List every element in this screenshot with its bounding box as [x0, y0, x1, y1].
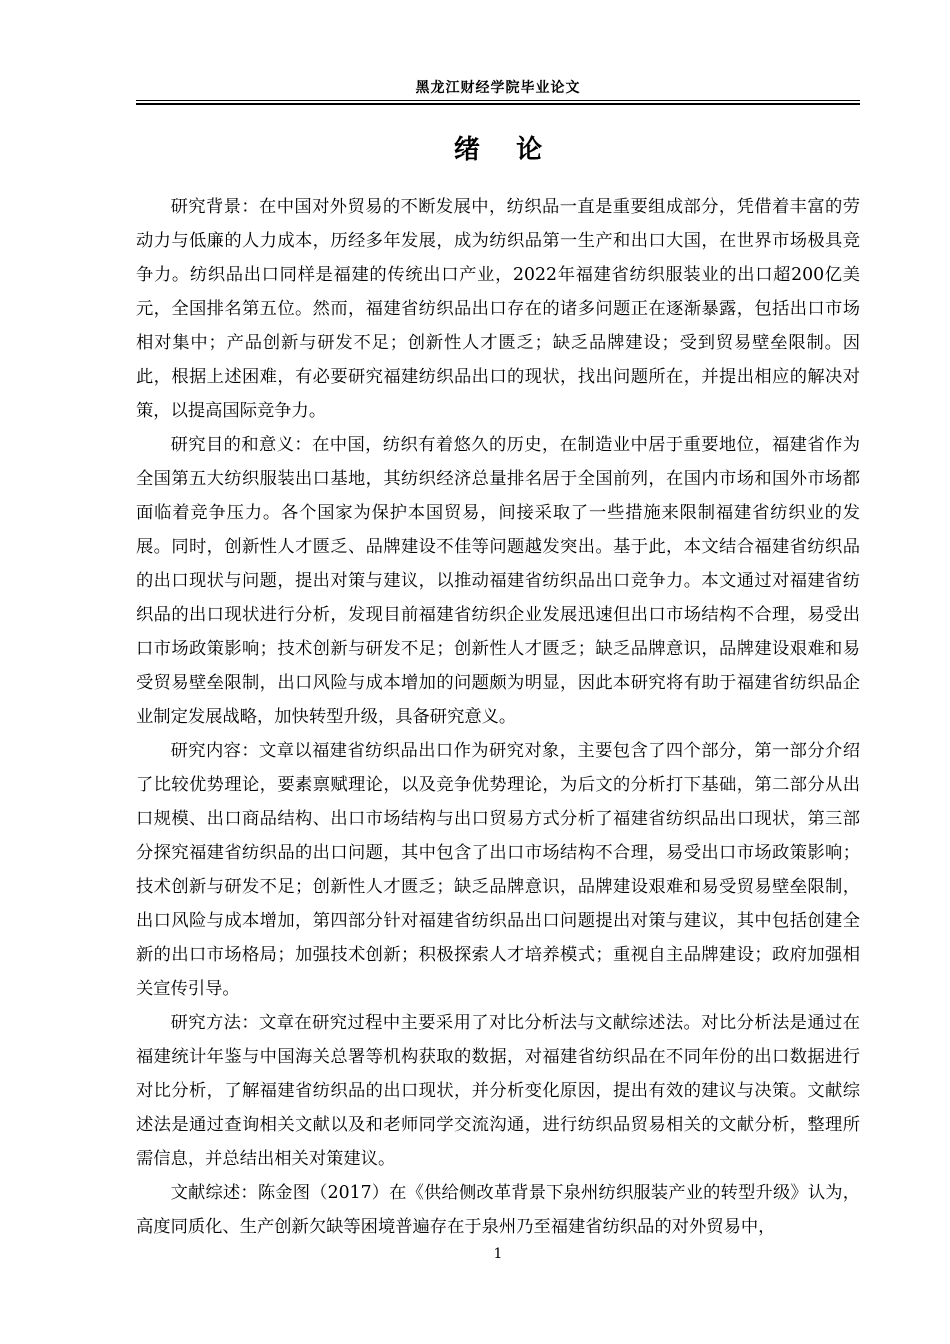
- paragraph-literature-review: 文献综述：陈金图（2017）在《供给侧改革背景下泉州纺织服装产业的转型升级》认为，高度同质化、生产创新欠缺等困境普遍存在于泉州乃至福建省纺织品的对外贸易中，: [136, 1183, 860, 1237]
- chapter-title: 绪 论: [453, 135, 543, 165]
- page-number: 1: [493, 1246, 503, 1262]
- running-header: 黑龙江财经学院毕业论文: [415, 80, 581, 96]
- paragraph-research-content: 研究内容：文章以福建省纺织品出口作为研究对象，主要包含了四个部分，第一部分介绍了比较优势理论，要素禀赋理论，以及竞争优势理论，为后文的分析打下基础，第二部分从出口规模、出口商品结构、出口市场结构与出口贸易方式分析了福建省纺织品出口现状，第三部分探究福建省纺织品的出口问题，其中包含了出口市场结构不合理，易受出口市场政策影响；技术创新与研发不足；创新性人才匮乏；缺乏品牌意识，品牌建设艰难和易受贸易壁垒限制，出口风险与成本增加，第四部分针对福建省纺织品出口问题提出对策与建议，其中包括创建全新的出口市场格局；加强技术创新；积极探索人才培养模式；重视自主品牌建设；政府加强相关宣传引导。: [136, 741, 860, 999]
- paragraph-research-method: 研究方法：文章在研究过程中主要采用了对比分析法与文献综述法。对比分析法是通过在福建统计年鉴与中国海关总署等机构获取的数据，对福建省纺织品在不同年份的出口数据进行对比分析，了解福建省纺织品的出口现状，并分析变化原因，提出有效的建议与决策。文献综述法是通过查询相关文献以及和老师同学交流沟通，进行纺织品贸易相关的文献分析，整理所需信息，并总结出相关对策建议。: [136, 1013, 860, 1169]
- header-rule-thick: [136, 103, 860, 105]
- paragraph-purpose-significance: 研究目的和意义：在中国，纺织有着悠久的历史，在制造业中居于重要地位，福建省作为全国第五大纺织服装出口基地，其纺织经济总量排名居于全国前列，在国内市场和国外市场都面临着竞争压力。各个国家为保护本国贸易，间接采取了一些措施来限制福建省纺织业的发展。同时，创新性人才匮乏、品牌建设不佳等问题越发突出。基于此，本文结合福建省纺织品的出口现状与问题，提出对策与建议，以推动福建省纺织品出口竞争力。本文通过对福建省纺织品的出口现状进行分析，发现目前福建省纺织企业发展迅速但出口市场结构不合理，易受出口市场政策影响；技术创新与研发不足；创新性人才匮乏；缺乏品牌意识，品牌建设艰难和易受贸易壁垒限制，出口风险与成本增加的问题颇为明显，因此本研究将有助于福建省纺织品企业制定发展战略，加快转型升级，具备研究意义。: [136, 435, 860, 727]
- header-rule-thin: [136, 100, 860, 101]
- body-text: [136, 190, 860, 1244]
- paragraph-research-background: 研究背景：在中国对外贸易的不断发展中，纺织品一直是重要组成部分，凭借着丰富的劳动力与低廉的人力成本，历经多年发展，成为纺织品第一生产和出口大国，在世界市场极具竞争力。纺织品出口同样是福建的传统出口产业，2022年福建省纺织服装业的出口超200亿美元，全国排名第五位。然而，福建省纺织品出口存在的诸多问题正在逐渐暴露，包括出口市场相对集中；产品创新与研发不足；创新性人才匮乏；缺乏品牌建设；受到贸易壁垒限制。因此，根据上述困难，有必要研究福建纺织品出口的现状，找出问题所在，并提出相应的解决对策，以提高国际竞争力。: [136, 197, 860, 421]
